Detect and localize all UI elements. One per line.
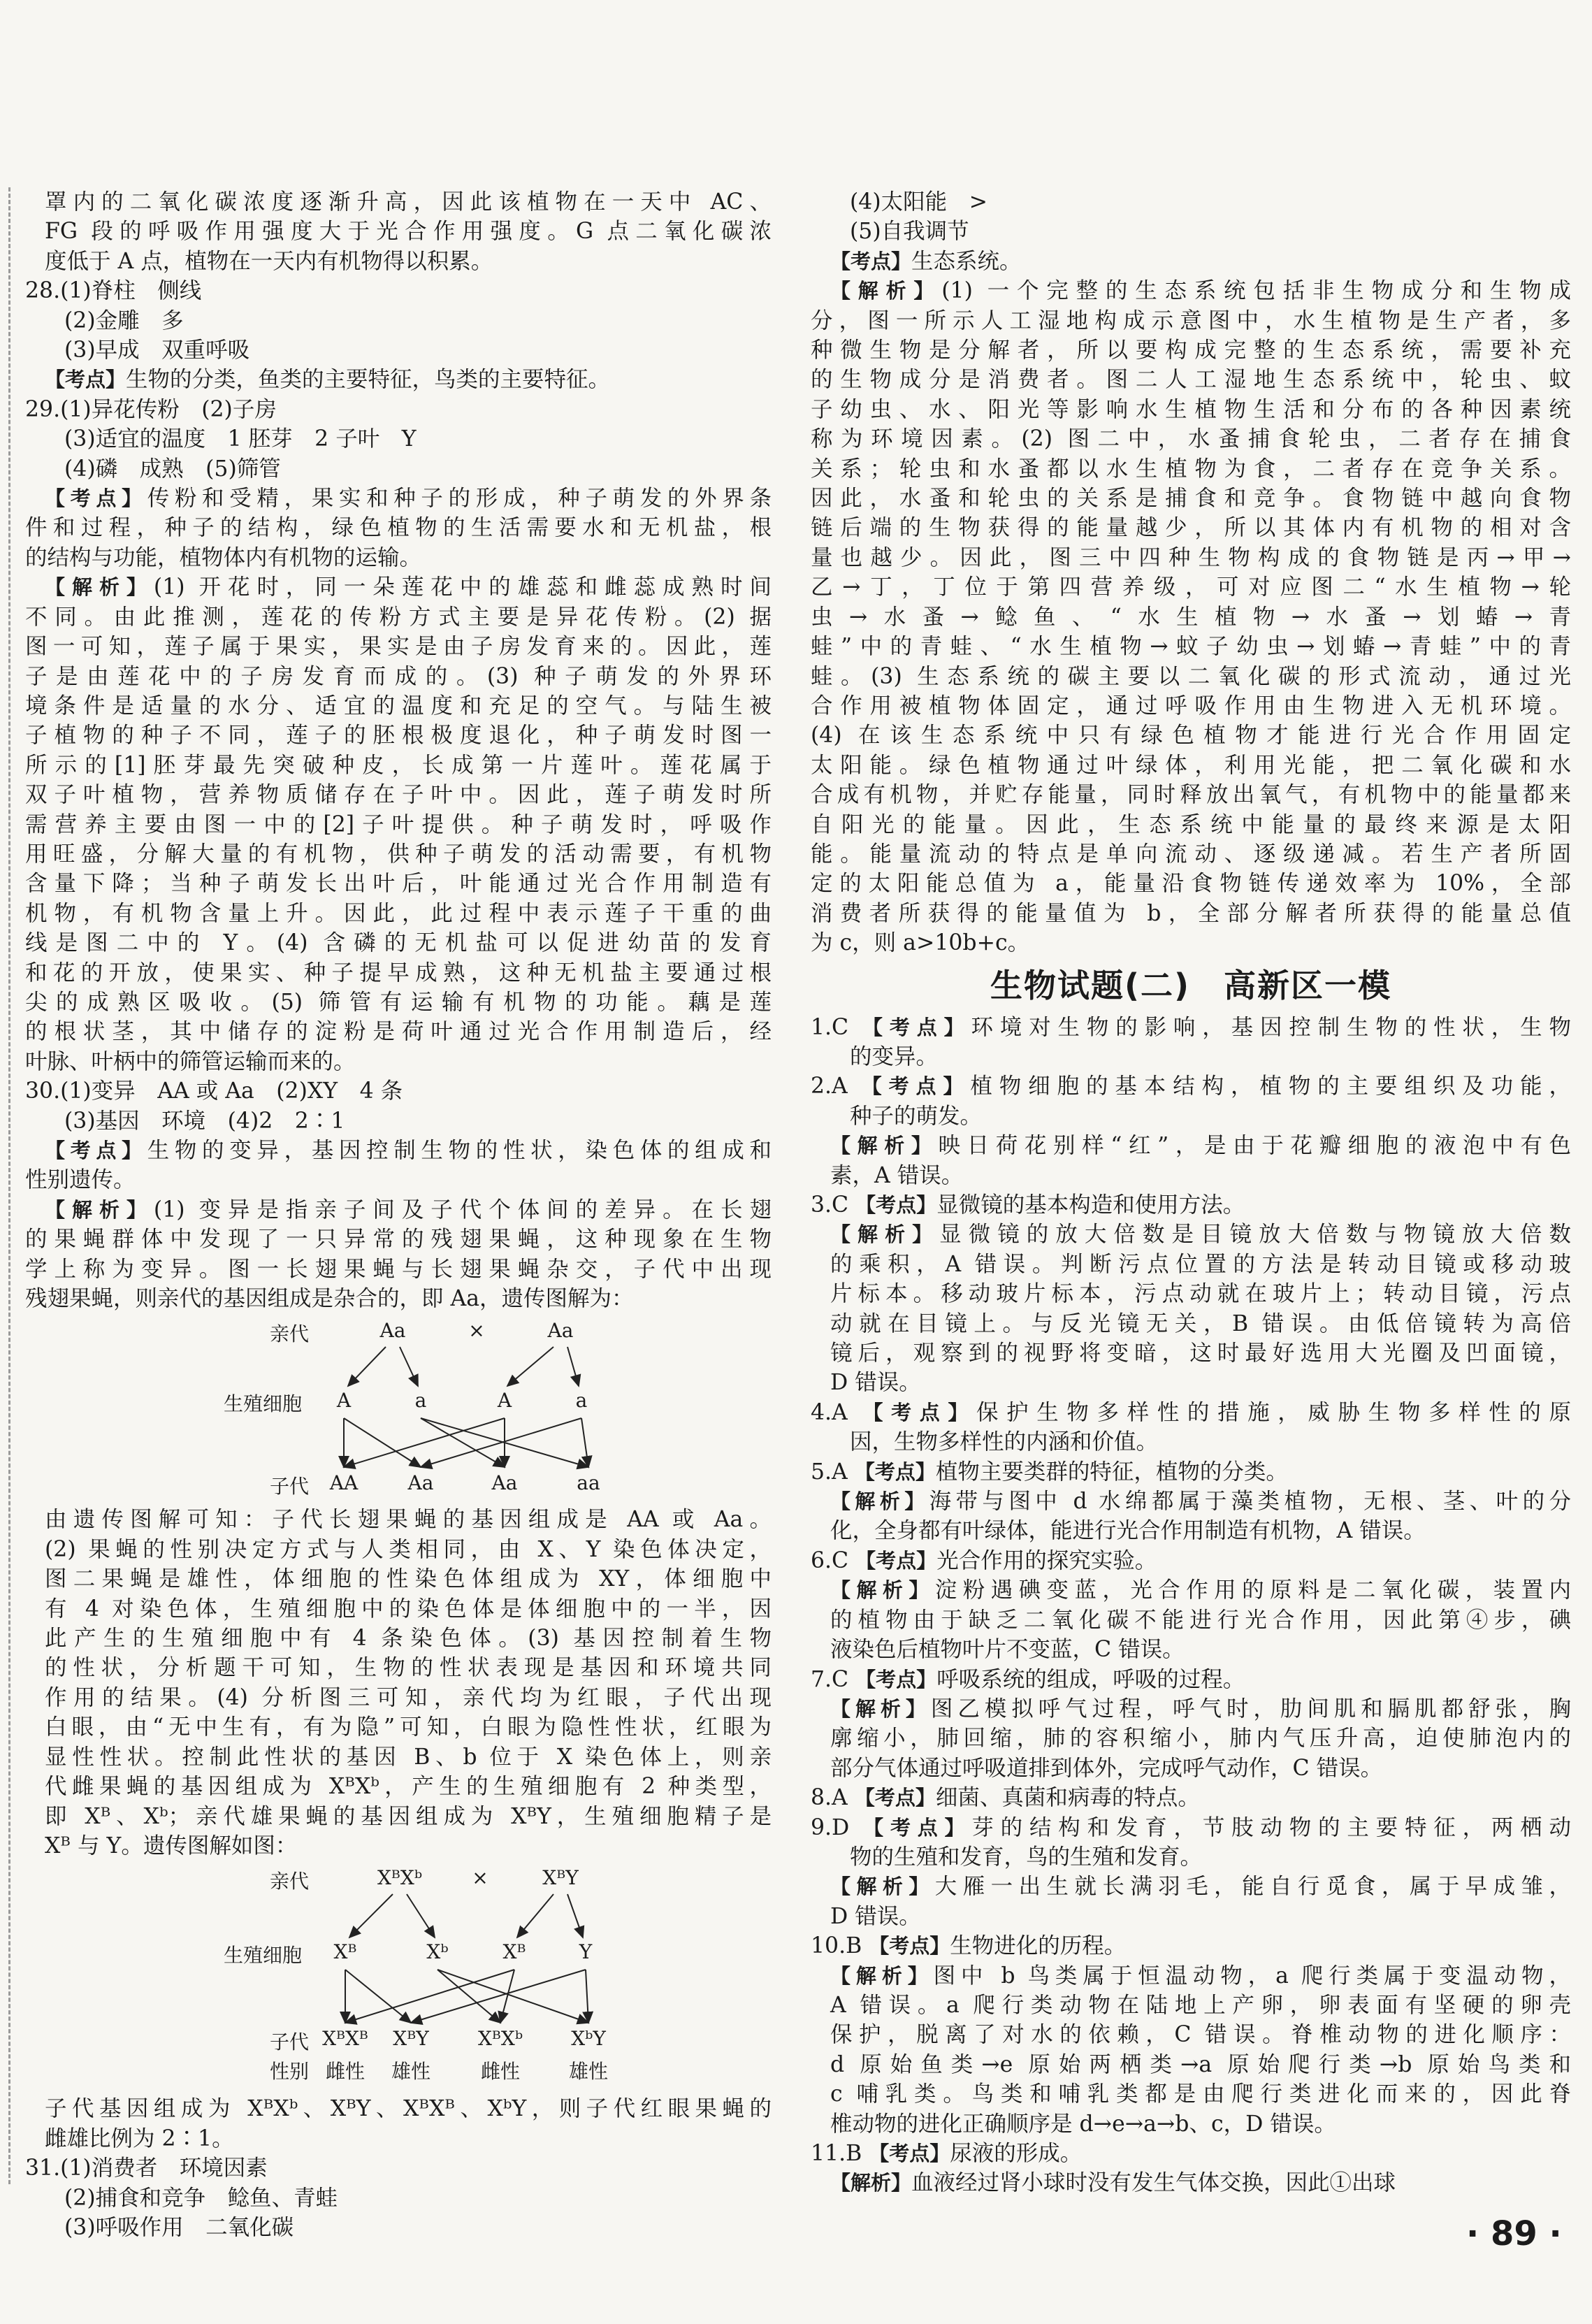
answer-item: 的变异。: [850, 1044, 939, 1069]
q29-jiexi: 含量下降；当种子萌发长出叶后，叶能通过光合作用制造有: [25, 871, 772, 897]
q31-jiexi: 太阳能。绿色植物通过叶绿体，利用光能，把二氧化碳和水: [811, 752, 1571, 778]
q31-jiexi: 合成有机物，并贮存能量，同时释放出氧气，有机物中的能量都来: [811, 782, 1571, 808]
label-tag: 【解析】: [830, 1578, 935, 1603]
inheritance-arrow: [344, 1418, 421, 1467]
q29-jiexi: 用旺盛，分解大量的有机物，供种子萌发的活动需要，有机物: [25, 841, 772, 867]
offspring-genotype: XᵇY: [571, 2027, 606, 2051]
q29-kaodian: 件和过程，种子的结构，绿色植物的生活需要水和无机盐，根: [25, 515, 772, 541]
label-tag: 【考点】: [862, 1015, 971, 1039]
label-tag: 【考点】: [45, 368, 126, 392]
q30-jiexi: 白眼，由“无中生有，有为隐”可知，白眼为隐性性状，红眼为: [45, 1715, 772, 1740]
q30-jiexi: 雌雄比例为 2∶1。: [45, 2125, 234, 2151]
line-text: 血液经过肾小球时没有发生气体交换，因此①出球: [911, 2170, 1396, 2196]
cross-symbol: ×: [468, 1319, 485, 1343]
inheritance-arrow: [581, 1418, 588, 1467]
q31-jiexi: 分，图一所示人工湿地构成示意图中，水生植物是生产者，多: [811, 308, 1571, 333]
answer-head: 1.C: [811, 1014, 863, 1040]
q31-jiexi: [811, 276, 1571, 305]
line-text: 生物的变异，基因控制生物的性状，染色体的组成和: [147, 1138, 772, 1163]
q31-answer: 31.(1)消费者 环境因素: [25, 2156, 268, 2181]
label-tag: 【考点】: [830, 249, 912, 273]
q31-jiexi: 称为环境因素。(2) 图二中，水蚤捕食轮虫，二者存在捕食: [811, 426, 1571, 452]
answer-jiexi: 化，全身都有叶绿体，能进行光合作用制造有机物，A 错误。: [830, 1518, 1426, 1544]
parent-generation-label: 亲代: [270, 1322, 310, 1346]
inheritance-arrow: [567, 1894, 583, 1937]
line-text: 生物的分类，鱼类的主要特征，鸟类的主要特征。: [126, 367, 611, 393]
q31-answer: (4)太阳能 >: [850, 189, 988, 215]
line-text: 显微镜的基本构造和使用方法。: [936, 1192, 1245, 1218]
offspring-genotype: XᴮXᵇ: [477, 2027, 523, 2051]
line-text: 植物细胞的基本结构，植物的主要组织及功能，: [970, 1074, 1571, 1099]
gamete: Xᴮ: [502, 1940, 526, 1964]
parent-generation-label: 亲代: [270, 1870, 310, 1893]
q31-jiexi: 因此，水蚤和轮虫的关系是捕食和竞争。食物链中越向食物: [811, 486, 1571, 512]
label-tag: 【考点】: [855, 1548, 937, 1573]
answer-jiexi: D 错误。: [830, 1370, 921, 1396]
offspring-genotype: XᴮY: [393, 2027, 429, 2051]
q30-jiexi: 图二果蝇是雄性，体细胞的性染色体组成为 XY，体细胞中: [45, 1566, 772, 1592]
parent-genotype: Aa: [379, 1319, 406, 1343]
q30-jiexi: 的果蝇群体中发现了一只异常的残翅果蝇，这种现象在生物: [25, 1227, 772, 1253]
line-text: 光合作用的探究实验。: [936, 1547, 1157, 1573]
answer-jiexi: D 错误。: [830, 1903, 921, 1929]
q31-jiexi: 蛙。(3) 生态系统的碳主要以二氧化碳的形式流动，通过光: [811, 663, 1571, 689]
offspring-genotype: Aa: [491, 1471, 518, 1495]
label-tag: 【解析】: [830, 1134, 939, 1158]
offspring-genotype: AA: [329, 1471, 359, 1495]
answer-jiexi: 的乘积，A 错误。判断污点位置的方法是转动目镜或移动玻: [830, 1251, 1571, 1277]
answer-head: 3.C: [811, 1192, 856, 1218]
inheritance-arrow: [344, 1418, 505, 1467]
q31-jiexi: 链后端的生物获得的能量越少，所以其体内有机物的相对含: [811, 515, 1571, 541]
answer-item: [811, 2139, 1571, 2168]
line-text: (1) 开花时，同一朵莲花中的雄蕊和雌蕊成熟时间: [153, 575, 772, 600]
answer-item: [811, 1071, 1571, 1101]
q31-jiexi: 量也越少。因此，图三中四种生物构成的食物链是丙→甲→: [811, 544, 1571, 570]
label-tag: 【考点】: [861, 1074, 971, 1099]
line-text: 生物进化的历程。: [950, 1933, 1127, 1959]
line-text: 芽的结构和发育，节肢动物的主要特征，两栖动: [971, 1814, 1571, 1840]
right-column: [811, 187, 1571, 2196]
q31-jiexi: 蛙”中的青蛙、“水生植物→蚊子幼虫→划蝽→青蛙”中的青: [811, 634, 1571, 660]
left-column: [25, 187, 772, 2240]
answer-jiexi: 椎动物的进化正确顺序是 d→e→a→b、c，D 错误。: [830, 2111, 1336, 2137]
q29-jiexi: 需营养主要由图一中的[2]子叶提供。种子萌发时，呼吸作: [25, 811, 772, 837]
answer-jiexi: 液染色后植物叶片不变蓝，C 错误。: [830, 1637, 1185, 1663]
label-tag: 【考点】: [854, 1786, 936, 1810]
answer-item: [811, 1546, 1571, 1575]
inheritance-arrow: [345, 1970, 514, 2023]
q30-kaodian: [25, 1136, 772, 1165]
offspring-sex: 雄性: [568, 2060, 609, 2084]
q29-jiexi: [25, 572, 772, 602]
offspring-sex: 雌性: [480, 2060, 521, 2084]
offspring-genotype: Aa: [407, 1471, 434, 1495]
line-text: 图中 b 鸟类属于恒温动物，a 爬行类属于变温动物，: [933, 1963, 1571, 1989]
answer-head: 2.A: [811, 1074, 862, 1099]
wing-genetics-diagram: [25, 1315, 772, 1503]
answer-head: 9.D: [811, 1814, 864, 1840]
q31-jiexi: 自阳光的能量。因此，生态系统中能量的最终来源是太阳: [811, 811, 1571, 837]
q31-jiexi: 消费者所获得的能量值为 b，全部分解者所获得的能量总值: [811, 900, 1571, 926]
answer-item: 因，生物多样性的内涵和价值。: [850, 1429, 1159, 1455]
line-text: 海带与图中 d 水绵都属于藻类植物，无根、茎、叶的分: [929, 1489, 1571, 1515]
gamete: Xᴮ: [333, 1940, 357, 1964]
label-tag: 【解析】: [830, 1963, 934, 1988]
q30-kaodian: 性别遗传。: [25, 1167, 136, 1193]
continued-explanation: 度低于 A 点，植物在一天内有机物得以积累。: [45, 248, 493, 274]
label-tag: 【解析】: [830, 1875, 935, 1899]
q29-jiexi: 和花的开放，使果实、种子提早成熟，这种无机盐主要通过根: [25, 960, 772, 986]
label-tag: 【考点】: [855, 1667, 937, 1691]
q29-jiexi: 机物，有机物含量上升。因此，此过程中表示莲子干重的曲: [25, 900, 772, 926]
answer-jiexi: 动就在目镜上。与反光镜无关，B 错误。由低倍镜转为高倍: [830, 1311, 1571, 1336]
continued-explanation: FG 段的呼吸作用强度大于光合作用强度。G 点二氧化碳浓: [45, 219, 772, 245]
line-text: (1) 变异是指亲子间及子代个体间的差异。在长翅: [153, 1197, 772, 1222]
label-tag: 【考点】: [862, 1400, 976, 1424]
q30-jiexi: Xᴮ 与 Y。遗传图解如图：: [45, 1833, 298, 1859]
label-tag: 【考点】: [45, 486, 147, 511]
answer-jiexi: c 哺乳类。鸟类和哺乳类都是由爬行类进化而来的，因此脊: [830, 2081, 1571, 2107]
label-tag: 【解析】: [45, 1197, 154, 1222]
line-text: 显微镜的放大倍数是目镜放大倍数与物镜放大倍数: [939, 1222, 1571, 1248]
offspring-genotype: XᴮXᴮ: [322, 2027, 368, 2051]
offspring-label: 子代: [270, 1475, 310, 1499]
q29-answer: 29.(1)异花传粉 (2)子房: [25, 396, 277, 422]
answer-head: 10.B: [811, 1933, 869, 1959]
answer-jiexi: 部分气体通过呼吸道排到体外，完成呼气动作，C 错误。: [830, 1755, 1383, 1781]
answer-item: [811, 1783, 1571, 1812]
q30-jiexi: 由遗传图解可知：子代长翅果蝇的基因组成是 AA 或 Aa。: [45, 1507, 772, 1533]
label-tag: 【考点】: [869, 1934, 950, 1958]
q29-jiexi: 双子叶植物，营养物质储存在子叶中。因此，莲子萌发时所: [25, 782, 772, 808]
answer-jiexi: [811, 1487, 1571, 1516]
label-tag: 【考点】: [855, 1193, 937, 1217]
label-tag: 【考点】: [45, 1139, 147, 1162]
inheritance-arrow: [517, 1894, 553, 1937]
q30-jiexi: 的性状，分析题干可知，生物的性状表现是基因和环境共同: [45, 1655, 772, 1681]
q29-answer: (3)适宜的温度 1 胚芽 2 子叶 Y: [64, 426, 417, 452]
q29-jiexi: 不同。由此推测，莲花的传粉方式主要是异花传粉。(2) 据: [25, 604, 772, 630]
q29-jiexi: 所示的[1]胚芽最先突破种皮，长成第一片莲叶。莲花属于: [25, 752, 772, 778]
q31-jiexi: 合作用被植物体固定，通过呼吸作用由生物进入无机环境。: [811, 693, 1571, 719]
q30-jiexi: (2) 果蝇的性别决定方式与人类相同，由 X、Y 染色体决定，: [45, 1536, 772, 1562]
section-title: 生物试题(二) 高新区一模: [990, 966, 1392, 1004]
answer-jiexi: 保护，脱离了对水的依赖，C 错误。脊椎动物的进化顺序：: [830, 2022, 1571, 2048]
q29-kaodian: [25, 484, 772, 513]
label-tag: 【解析】: [45, 575, 154, 600]
offspring-genotype: aa: [577, 1471, 600, 1495]
inheritance-arrow: [507, 1347, 553, 1386]
parent-genotype: Aa: [547, 1319, 574, 1343]
answer-item: [811, 1190, 1571, 1220]
gamete: Xᵇ: [426, 1940, 449, 1964]
q29-jiexi: 子是由莲花中的子房发育而成的。(3) 种子萌发的外界环: [25, 663, 772, 689]
answer-jiexi: [811, 1872, 1571, 1901]
q31-jiexi: 为 c，则 a>10b+c。: [811, 930, 1030, 956]
answer-head: 11.B: [811, 2141, 869, 2166]
inheritance-arrow: [421, 1418, 505, 1467]
gamete-label: 生殖细胞: [224, 1392, 303, 1416]
line-text: 映日荷花别样“红”，是由于花瓣细胞的液泡中有色: [938, 1133, 1571, 1159]
cross-lines: [25, 1315, 772, 1503]
answer-item: [811, 1931, 1571, 1961]
q31-answer: (2)捕食和竞争 鲶鱼、青蛙: [64, 2185, 338, 2211]
gamete: Y: [579, 1940, 593, 1964]
parent-genotype: XᴮXᵇ: [377, 1866, 423, 1890]
eye-color-genetics-diagram: [25, 1862, 772, 2093]
q31-jiexi: 虫→水蚤→鲶鱼、“水生植物→水蚤→划蝽→青: [811, 604, 1571, 630]
answer-jiexi: 素，A 错误。: [830, 1162, 964, 1188]
label-tag: 【解析】: [830, 1489, 929, 1514]
line-text: 细菌、真菌和病毒的特点。: [935, 1785, 1200, 1811]
q30-jiexi: 即 Xᴮ、Xᵇ；亲代雄果蝇的基因组成为 XᴮY，生殖细胞精子是: [45, 1803, 772, 1829]
q29-jiexi: 图一可知，莲子属于果实，果实是由子房发育来的。因此，莲: [25, 634, 772, 660]
answer-item: [811, 1398, 1571, 1427]
label-tag: 【解析】: [830, 1222, 940, 1247]
q28-answer: (2)金雕 多: [64, 308, 184, 333]
answer-item: 种子的萌发。: [850, 1103, 983, 1129]
answer-jiexi: [811, 1694, 1571, 1724]
q31-jiexi: 定的太阳能总值为 a，能量沿食物链传递效率为 10%，全部: [811, 871, 1571, 897]
offspring-sex: 雄性: [391, 2060, 431, 2084]
q30-jiexi: 残翅果蝇，则亲代的基因组成是杂合的，即 Aa，遗传图解为：: [25, 1286, 634, 1312]
answer-item: 物的生殖和发育，鸟的生殖和发育。: [850, 1844, 1203, 1870]
answer-item: [811, 1813, 1571, 1842]
q31-jiexi: 子幼虫、水、阳光等影响水生植物生活和分布的各种因素统: [811, 396, 1571, 422]
line-text: 图乙模拟呼气过程，呼气时，肋间肌和膈肌都舒张，胸: [930, 1696, 1571, 1722]
q31-jiexi: 能。能量流动的特点是单向流动、逐级递减。若生产者所固: [811, 841, 1571, 867]
gamete: A: [336, 1389, 352, 1413]
q30-answer: 30.(1)变异 AA 或 Aa (2)XY 4 条: [25, 1078, 403, 1104]
inheritance-arrow: [407, 1894, 435, 1937]
line-text: 尿液的形成。: [950, 2141, 1083, 2166]
q30-jiexi: 学上称为变异。图一长翅果蝇与长翅果蝇杂交，子代中出现: [25, 1256, 772, 1282]
q29-jiexi: 的根状茎，其中储存的淀粉是荷叶通过光合作用制造后，经: [25, 1019, 772, 1045]
gamete: A: [497, 1389, 512, 1413]
answer-item: [811, 1013, 1571, 1042]
label-tag: 【解析】: [830, 1696, 931, 1721]
answer-item: [811, 1457, 1571, 1487]
q31-jiexi: (4) 在该生态系统中只有绿色植物才能进行光合作用固定: [811, 723, 1571, 749]
line-text: 呼吸系统的组成，呼吸的过程。: [936, 1666, 1245, 1692]
q30-jiexi: 子代基因组成为 XᴮXᵇ、XᴮY、XᴮXᴮ、XᵇY，则子代红眼果蝇的: [45, 2096, 772, 2122]
q31-answer: (3)呼吸作用 二氧化碳: [64, 2214, 294, 2240]
q31-kaodian: [811, 247, 1571, 276]
answer-head: 6.C: [811, 1547, 856, 1573]
q28-answer: 28.(1)脊柱 侧线: [25, 278, 202, 304]
parent-genotype: XᴮY: [542, 1866, 579, 1890]
q30-jiexi: 作用的结果。(4) 分析图三可知，亲代均为红眼，子代出现: [45, 1684, 772, 1710]
offspring-label: 子代: [270, 2030, 310, 2054]
continued-explanation: 罩内的二氧化碳浓度逐渐升高，因此该植物在一天中 AC、: [45, 189, 772, 215]
inheritance-arrow: [349, 1894, 393, 1937]
answer-jiexi: 的植物由于缺乏二氧化碳不能进行光合作用，因此第④步，碘: [830, 1607, 1571, 1633]
answer-jiexi: A 错误。a 爬行类动物在陆地上产卵，卵表面有坚硬的卵壳: [830, 1992, 1571, 2018]
answer-jiexi: [811, 2168, 1571, 2197]
q30-answer: (3)基因 环境 (4)2 2∶1: [64, 1108, 345, 1134]
answer-jiexi: [811, 1220, 1571, 1249]
label-tag: 【考点】: [854, 1459, 936, 1484]
inheritance-arrow: [348, 1347, 386, 1386]
gamete-label: 生殖细胞: [224, 1944, 303, 1968]
gamete: a: [414, 1389, 427, 1413]
answer-head: 8.A: [811, 1785, 855, 1811]
answer-jiexi: [811, 1961, 1571, 1991]
answer-head: 4.A: [811, 1399, 863, 1425]
page-number: · 89 ·: [1466, 2214, 1562, 2253]
cross-symbol: ×: [472, 1866, 489, 1890]
label-tag: 【解析】: [830, 2171, 912, 2195]
inheritance-arrow: [567, 1347, 579, 1386]
answer-item: [811, 1665, 1571, 1694]
inheritance-arrow: [411, 1970, 586, 2023]
line-text: 淀粉遇碘变蓝，光合作用的原料是二氧化碳，装置内: [934, 1578, 1571, 1603]
line-text: 生态系统。: [911, 248, 1022, 274]
answer-head: 7.C: [811, 1666, 856, 1692]
q28-answer: (3)早成 双重呼吸: [64, 338, 250, 363]
line-text: 大雁一出生就长满羽毛，能自行觅食，属于早成雏，: [934, 1874, 1571, 1900]
label-tag: 【解析】: [830, 279, 942, 303]
line-text: 环境对生物的影响，基因控制生物的性状，生物: [971, 1014, 1571, 1040]
line-text: 植物主要类群的特征，植物的分类。: [935, 1459, 1288, 1485]
q31-jiexi: 乙→丁，丁位于第四营养级，可对应图二“水生植物→轮: [811, 575, 1571, 600]
q30-jiexi: [25, 1195, 772, 1225]
answer-jiexi: 镜后，观察到的视野将变暗，这时最好选用大光圈及凹面镜，: [830, 1341, 1571, 1366]
q29-jiexi: 叶脉、叶柄中的筛管运输而来的。: [25, 1048, 356, 1074]
label-tag: 【考点】: [863, 1815, 972, 1840]
line-text: (1) 一个完整的生态系统包括非生物成分和生物成: [941, 278, 1571, 304]
q29-jiexi: 尖的成熟区吸收。(5) 筛管有运输有机物的功能。藕是莲: [25, 989, 772, 1015]
line-text: 保护生物多样性的措施，威胁生物多样性的原: [976, 1399, 1571, 1425]
answer-jiexi: [811, 1131, 1571, 1160]
q30-jiexi: 显性性状。控制此性状的基因 B、b 位于 X 染色体上，则亲: [45, 1744, 772, 1770]
inheritance-arrow: [400, 1347, 418, 1386]
q31-jiexi: 的生物成分是消费者。图二人工湿地生态系统中，轮虫、蚊: [811, 367, 1571, 393]
answer-jiexi: 片标本。移动玻片标本，污点动就在玻片上；转动目镜，污点: [830, 1281, 1571, 1307]
label-tag: 【考点】: [869, 2142, 950, 2165]
answer-head: 5.A: [811, 1459, 855, 1485]
inheritance-arrow: [345, 1970, 411, 2023]
answer-jiexi: [811, 1575, 1571, 1605]
sex-label: 性别: [270, 2060, 310, 2084]
q30-jiexi: 有 4 对染色体，生殖细胞中的染色体是体细胞中的一半，因: [45, 1596, 772, 1622]
answer-jiexi: 廓缩小，肺回缩，肺的容积缩小，肺内气压升高，迫使肺泡内的: [830, 1726, 1571, 1752]
q31-jiexi: 关系；轮虫和水蚤都以水生植物为食，二者存在竞争关系。: [811, 456, 1571, 482]
binding-cut-line: [8, 187, 10, 2184]
q29-answer: (4)磷 成熟 (5)筛管: [64, 456, 281, 482]
q31-jiexi: 种微生物是分解者，所以要构成完整的生态系统，需要补充: [811, 338, 1571, 363]
q29-jiexi: 子植物的种子不同，莲子的胚根极度退化，种子萌发时图一: [25, 723, 772, 749]
q29-jiexi: 境条件是适量的水分、适宜的温度和充足的空气。与陆生被: [25, 693, 772, 719]
offspring-sex: 雌性: [325, 2060, 366, 2084]
line-text: 传粉和受精，果实和种子的形成，种子萌发的外界条: [147, 486, 772, 512]
gamete: a: [575, 1389, 588, 1413]
q28-kaodian: [25, 365, 772, 394]
q30-jiexi: 此产生的生殖细胞中有 4 条染色体。(3) 基因控制着生物: [45, 1626, 772, 1652]
q29-jiexi: 线是图二中的 Y。(4) 含磷的无机盐可以促进幼苗的发育: [25, 930, 772, 956]
q29-kaodian: 的结构与功能，植物体内有机物的运输。: [25, 544, 422, 570]
answer-jiexi: d 原始鱼类→e 原始两栖类→a 原始爬行类→b 原始鸟类和: [830, 2051, 1571, 2077]
q30-jiexi: 代雌果蝇的基因组成为 XᴮXᵇ，产生的生殖细胞有 2 种类型，: [45, 1774, 772, 1800]
inheritance-arrow: [586, 1970, 588, 2023]
q31-answer: (5)自我调节: [850, 219, 969, 245]
